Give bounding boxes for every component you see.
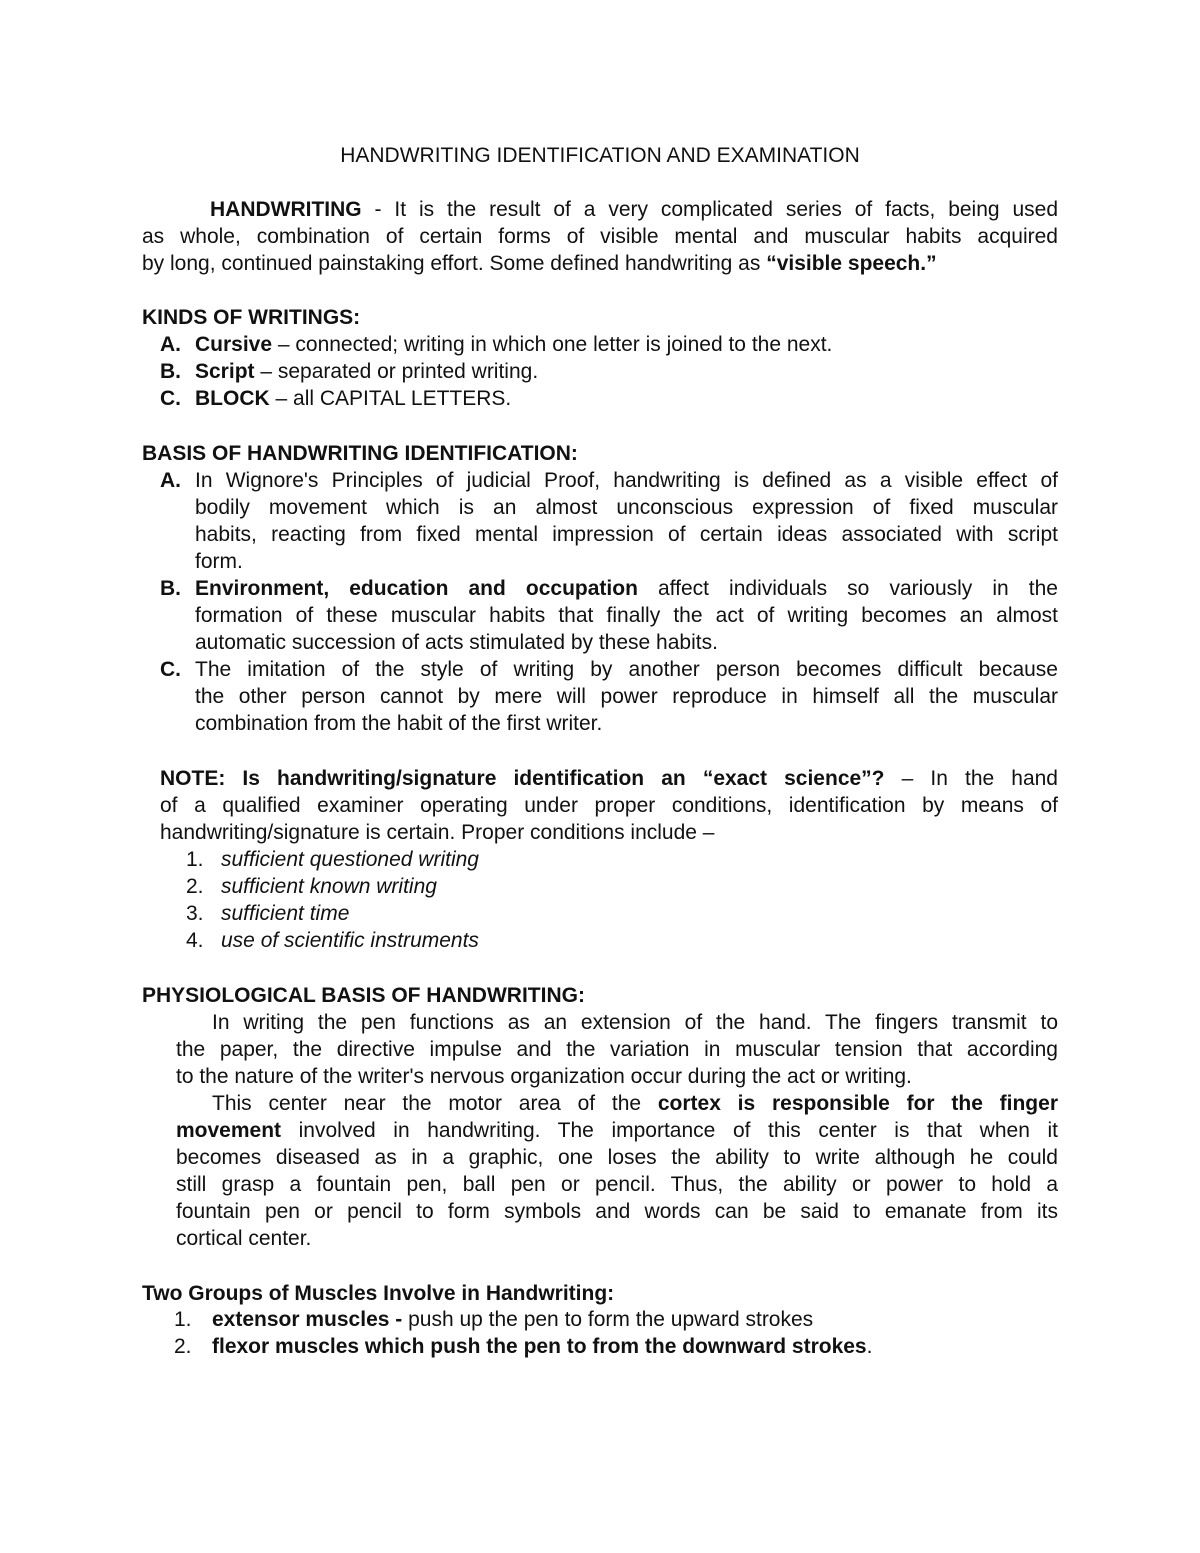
intro-line-2: as whole, combination of certain forms of visible mental and muscular habits acquired <box>142 225 1058 248</box>
note-line-2: of a qualified examiner operating under proper conditions, identification by means of <box>160 794 1058 817</box>
basis-c-line: the other person cannot by mere will power reproduce in himself all the muscular <box>195 685 1058 708</box>
muscle-bold: flexor muscles which push the pen to from the downward strokes <box>212 1335 867 1358</box>
kinds-item-term: BLOCK <box>195 387 270 410</box>
muscles-heading-text: Two Groups of Muscles Involve in Handwriting: <box>142 1282 615 1305</box>
basis-item-label: A. <box>160 469 181 492</box>
condition-number: 3. <box>186 902 204 925</box>
condition-text: sufficient known writing <box>221 875 437 898</box>
kinds-item-label: C. <box>160 387 181 410</box>
physio-line: In writing the pen functions as an extension of the hand. The fingers transmit to <box>212 1011 1058 1034</box>
kinds-item-desc: – separated or printed writing. <box>254 360 539 383</box>
muscle-bold: extensor muscles - <box>212 1308 403 1331</box>
intro-term: HANDWRITING <box>210 198 362 221</box>
note-line-1-rest: – In the hand <box>884 767 1058 790</box>
basis-c-line: The imitation of the style of writing by another person becomes difficult because <box>195 658 1058 681</box>
condition-number: 1. <box>186 848 204 871</box>
muscle-number: 1. <box>174 1308 192 1331</box>
basis-b-line: formation of these muscular habits that finally the act of writing becomes an almost <box>195 604 1058 627</box>
kinds-heading-text: KINDS OF WRITINGS: <box>142 306 361 329</box>
condition-number: 2. <box>186 875 204 898</box>
basis-b-line-1-rest: affect individuals so variously in the <box>637 577 1058 600</box>
basis-a-line: form. <box>195 550 243 573</box>
physio-line: cortical center. <box>176 1227 312 1250</box>
intro-line-3 <box>142 250 1058 277</box>
basis-b-line: automatic succession of acts stimulated by these habits. <box>195 631 718 654</box>
condition-text: use of scientific instruments <box>221 929 479 952</box>
muscle-number: 2. <box>174 1335 192 1358</box>
kinds-item-label: B. <box>160 360 181 383</box>
muscle-text <box>212 1306 813 1333</box>
basis-b-line-1 <box>195 575 1058 602</box>
physio-p2-line-2-rest: involved in handwriting. The importance of this center is that when it <box>281 1119 1058 1142</box>
note-paragraph <box>160 765 1058 846</box>
muscle-rest: . <box>866 1335 873 1358</box>
muscles-heading <box>142 1280 1058 1307</box>
basis-a-line: bodily movement which is an almost unconscious expression of fixed muscular <box>195 496 1058 519</box>
physio-line: fountain pen or pencil to form symbols and words can be said to emanate from its <box>176 1200 1058 1223</box>
physio-line: the paper, the directive impulse and the variation in muscular tension that according <box>176 1038 1058 1061</box>
note-question: NOTE: Is handwriting/signature identification an “exact science”? <box>160 767 885 790</box>
kinds-item-desc: – all CAPITAL LETTERS. <box>269 387 512 410</box>
physio-p2-movement: movement <box>176 1119 282 1142</box>
basis-a-line: In Wignore's Principles of judicial Proof, handwriting is defined as a visible effect of <box>195 469 1058 492</box>
note-line-3: handwriting/signature is certain. Proper conditions include – <box>160 821 715 844</box>
physio-heading-text: PHYSIOLOGICAL BASIS OF HANDWRITING: <box>142 984 585 1007</box>
basis-item-label: C. <box>160 658 181 681</box>
basis-a-line: habits, reacting from fixed mental impression of certain ideas associated with script <box>195 523 1058 546</box>
basis-item-label: B. <box>160 577 181 600</box>
intro-line-1-rest: - It is the result of a very complicated series of facts, being used <box>361 198 1058 221</box>
kinds-item-term: Cursive <box>195 333 273 356</box>
muscle-rest: push up the pen to form the upward strokes <box>402 1308 814 1331</box>
kinds-item-term: Script <box>195 360 255 383</box>
physio-line: still grasp a fountain pen, ball pen or pencil. Thus, the ability or power to hold a <box>176 1173 1058 1196</box>
physio-p2-line-2 <box>176 1117 1058 1144</box>
physio-line: to the nature of the writer's nervous organization occur during the act or writing. <box>176 1065 912 1088</box>
condition-text: sufficient questioned writing <box>221 848 479 871</box>
physio-p2-line-1 <box>176 1090 1058 1117</box>
kinds-item-label: A. <box>160 333 181 356</box>
intro-paragraph <box>142 196 1058 277</box>
physio-heading <box>142 982 1058 1009</box>
basis-heading-text: BASIS OF HANDWRITING IDENTIFICATION: <box>142 442 578 465</box>
kinds-item-desc: – connected; writing in which one letter is joined to the next. <box>272 333 833 356</box>
condition-number: 4. <box>186 929 204 952</box>
condition-text: sufficient time <box>221 902 350 925</box>
basis-heading <box>142 440 1058 467</box>
physio-paragraph <box>176 1009 1058 1252</box>
title-text: HANDWRITING IDENTIFICATION AND EXAMINATION <box>340 144 860 167</box>
physio-p2-pre: This center near the motor area of the <box>212 1092 658 1115</box>
document-title <box>142 142 1058 169</box>
physio-p2-bold: cortex is responsible for the finger <box>657 1092 1058 1115</box>
intro-line-1 <box>142 196 1058 223</box>
intro-visible-speech: “visible speech.” <box>766 252 937 275</box>
basis-c-line: combination from the habit of the first writer. <box>195 712 603 735</box>
basis-b-bold: Environment, education and occupation <box>195 577 638 600</box>
note-line-1 <box>160 765 1058 792</box>
muscle-text <box>212 1333 872 1360</box>
physio-line: becomes diseased as in a graphic, one loses the ability to write although he could <box>176 1146 1058 1169</box>
kinds-heading <box>142 304 1058 331</box>
intro-line-3-pre: by long, continued painstaking effort. Some defined handwriting as <box>142 252 767 275</box>
